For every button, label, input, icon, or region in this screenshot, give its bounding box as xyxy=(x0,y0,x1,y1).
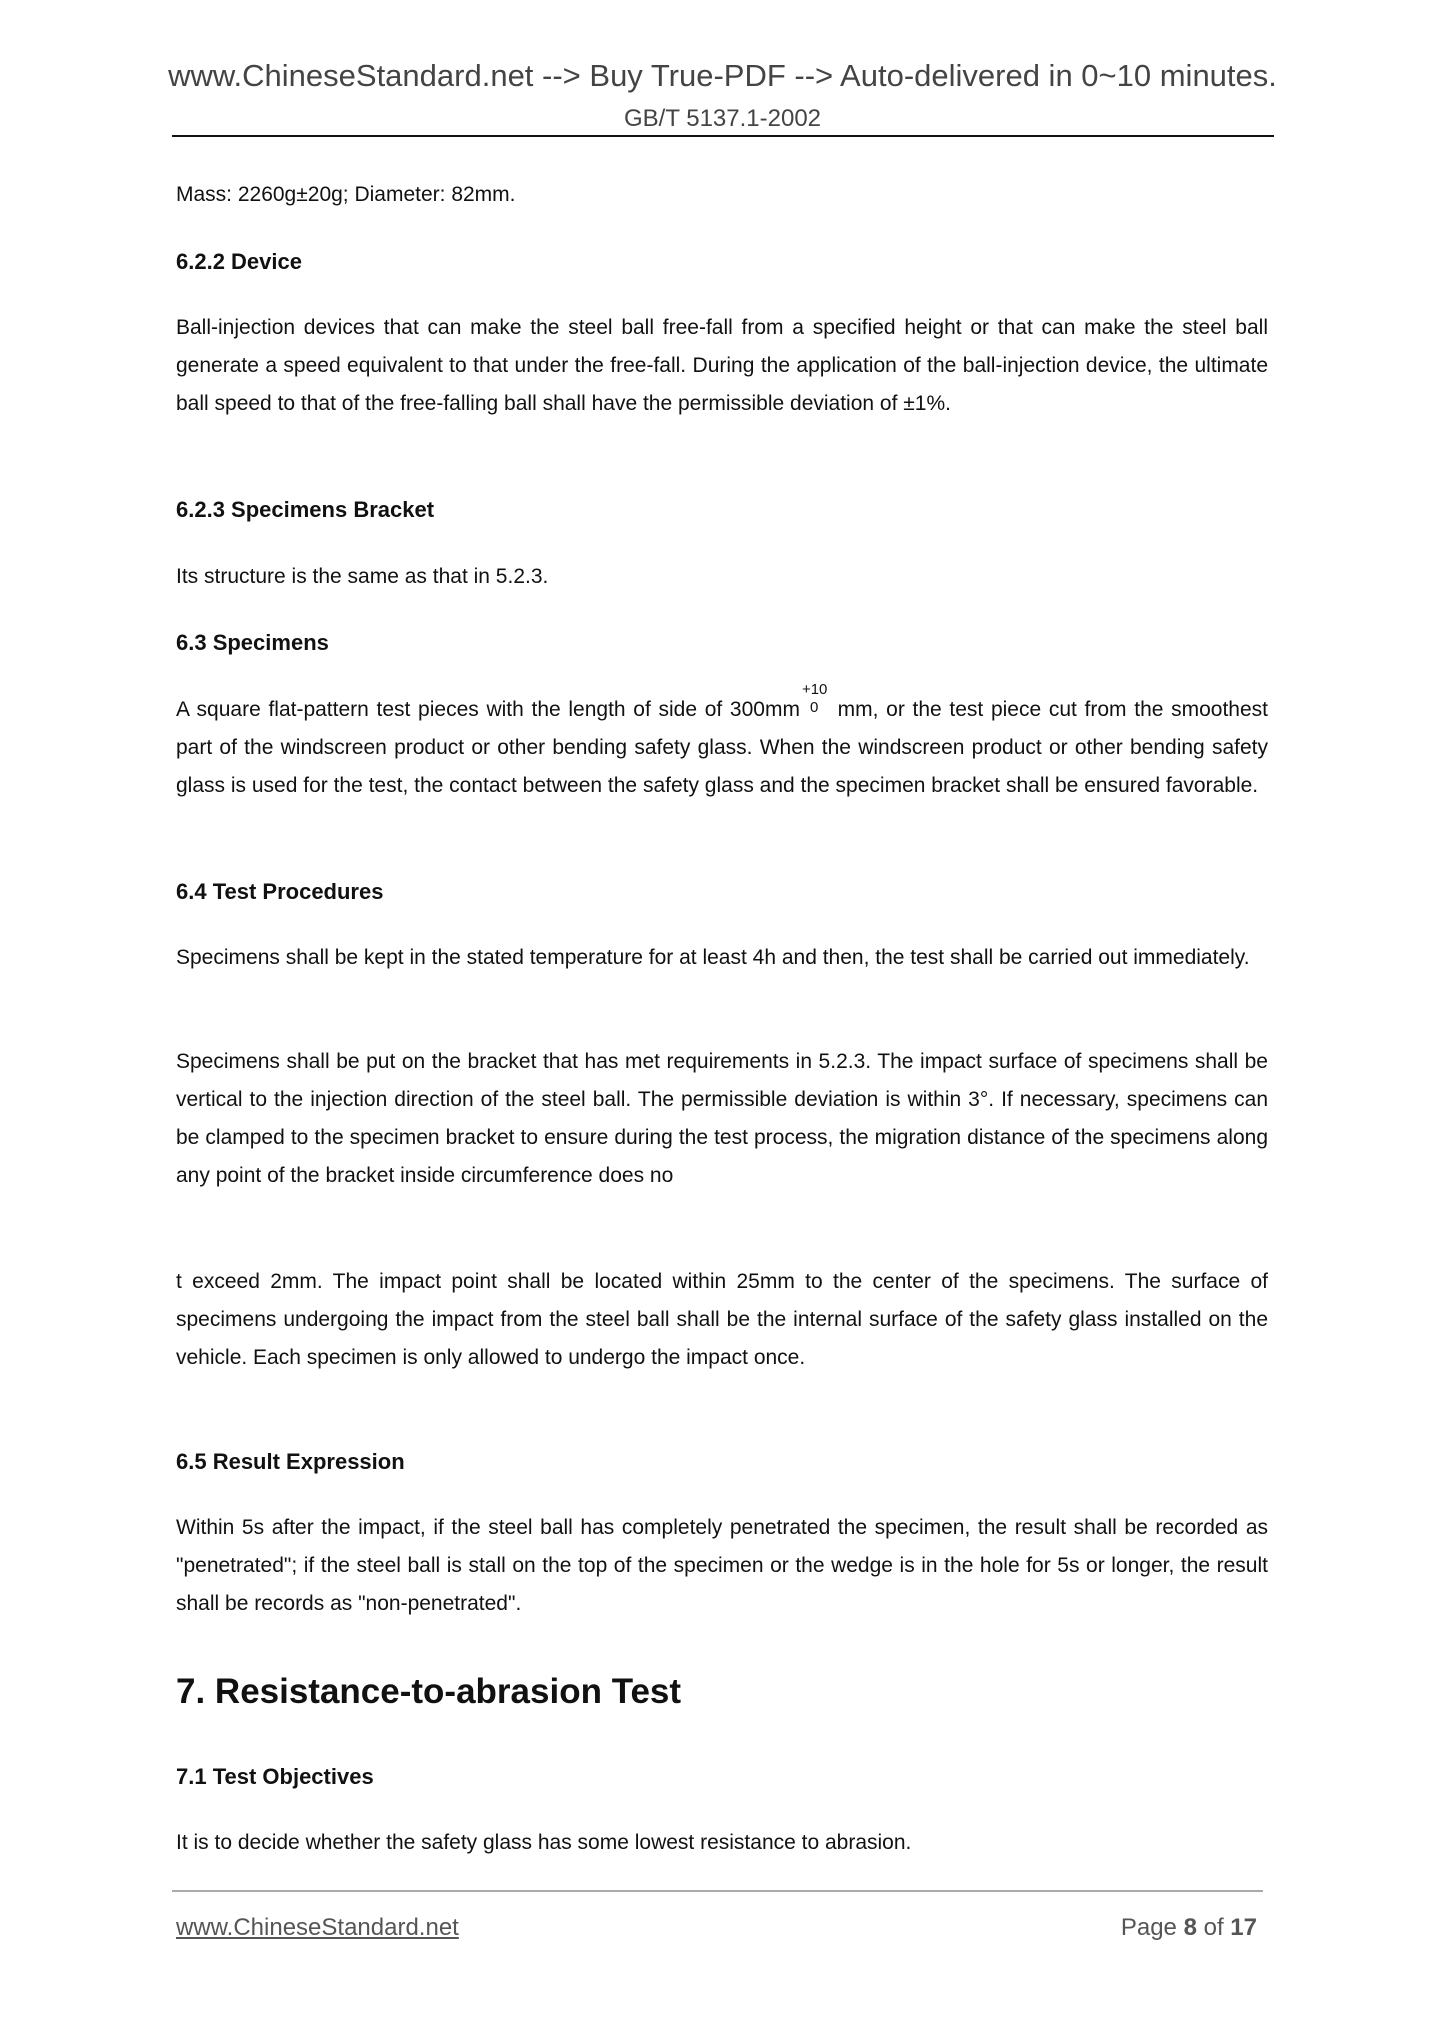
section-6-4-heading: 6.4 Test Procedures xyxy=(176,879,384,904)
page-total: 17 xyxy=(1230,1914,1257,1941)
section-6-4-paragraph-3 xyxy=(176,1263,1268,1377)
bracket-text: Its structure is the same as that in 5.2.3. xyxy=(176,565,549,588)
footer-site-link[interactable]: www.ChineseStandard.net xyxy=(176,1914,459,1941)
page-current: 8 xyxy=(1183,1914,1197,1941)
objectives-text: It is to decide whether the safety glass has some lowest resistance to abrasion. xyxy=(176,1831,912,1854)
specimens-text-before: A square flat-pattern test pieces with the length of side of 300mm xyxy=(176,698,800,721)
mass-text: Mass: 2260g±20g; Diameter: 82mm. xyxy=(176,183,516,206)
section-6-4-paragraph-1 xyxy=(176,939,1268,977)
section-7-heading: 7. Resistance-to-abrasion Test xyxy=(176,1672,682,1711)
header-divider xyxy=(172,135,1274,137)
header-banner: www.ChineseStandard.net --> Buy True-PDF --> Auto-delivered in 0~10 minutes. xyxy=(168,58,1277,93)
section-6-4-paragraph-2 xyxy=(176,1043,1268,1195)
page-of: of xyxy=(1203,1914,1224,1941)
specimens-text xyxy=(176,681,1268,805)
tolerance-lower: 0 xyxy=(809,699,819,716)
device-text: Ball-injection devices that can make the steel ball free-fall from a specified height or that can make the steel ball generate a speed equivalent to that under the free-fall. During the application of the ball-injection device, the ultimate ball speed to that of the free-falling ball shall have the permissible deviation of ±1%. xyxy=(176,316,1268,415)
section-7-1-heading: 7.1 Test Objectives xyxy=(176,1764,374,1789)
section-6-3-heading: 6.3 Specimens xyxy=(176,630,329,655)
section-6-2-2-paragraph xyxy=(176,309,1268,423)
standard-id: GB/T 5137.1-2002 xyxy=(623,105,822,132)
section-6-2-2-heading: 6.2.2 Device xyxy=(176,249,302,274)
section-6-2-3-heading: 6.2.3 Specimens Bracket xyxy=(176,497,435,522)
specimens-text-after: mm, or the test piece cut from the smoothest part of the windscreen product or other bending safety glass. When the windscreen product or other bending safety glass is used for the test, the contact between the safety glass and the specimen bracket shall be ensured favorable. xyxy=(176,698,1268,797)
tolerance-upper: +10 xyxy=(801,681,828,698)
section-6-3-paragraph xyxy=(176,681,1268,805)
result-text: Within 5s after the impact, if the steel ball has completely penetrated the specimen, the result shall be recorded as "penetrated"; if the steel ball is stall on the top of the specimen or the wedge is in the hole for 5s or longer, the result shall be records as "non-penetrated". xyxy=(176,1516,1268,1615)
section-7-1-paragraph xyxy=(176,1824,1268,1862)
mass-diameter-line xyxy=(176,176,1268,214)
page-prefix: Page xyxy=(1120,1914,1177,1941)
procedure-text-1: Specimens shall be kept in the stated temperature for at least 4h and then, the test shall be carried out immediately. xyxy=(176,946,1250,969)
tolerance-notation xyxy=(801,681,828,716)
page-indicator xyxy=(1000,1912,1257,1944)
footer-divider xyxy=(172,1890,1263,1892)
procedure-text-3: t exceed 2mm. The impact point shall be located within 25mm to the center of the specimens. The surface of specimens undergoing the impact from the steel ball shall be the internal surface of the safety glass installed on the vehicle. Each specimen is only allowed to undergo the impact once. xyxy=(176,1270,1268,1369)
section-6-2-3-paragraph xyxy=(176,558,1268,596)
section-6-5-paragraph xyxy=(176,1509,1268,1623)
procedure-text-2: Specimens shall be put on the bracket that has met requirements in 5.2.3. The impact surface of specimens shall be vertical to the injection direction of the steel ball. The permissible deviation is within 3°. If necessary, specimens can be clamped to the specimen bracket to ensure during the test process, the migration distance of the specimens along any point of the bracket inside circumference does no xyxy=(176,1050,1268,1187)
section-6-5-heading: 6.5 Result Expression xyxy=(176,1449,405,1474)
